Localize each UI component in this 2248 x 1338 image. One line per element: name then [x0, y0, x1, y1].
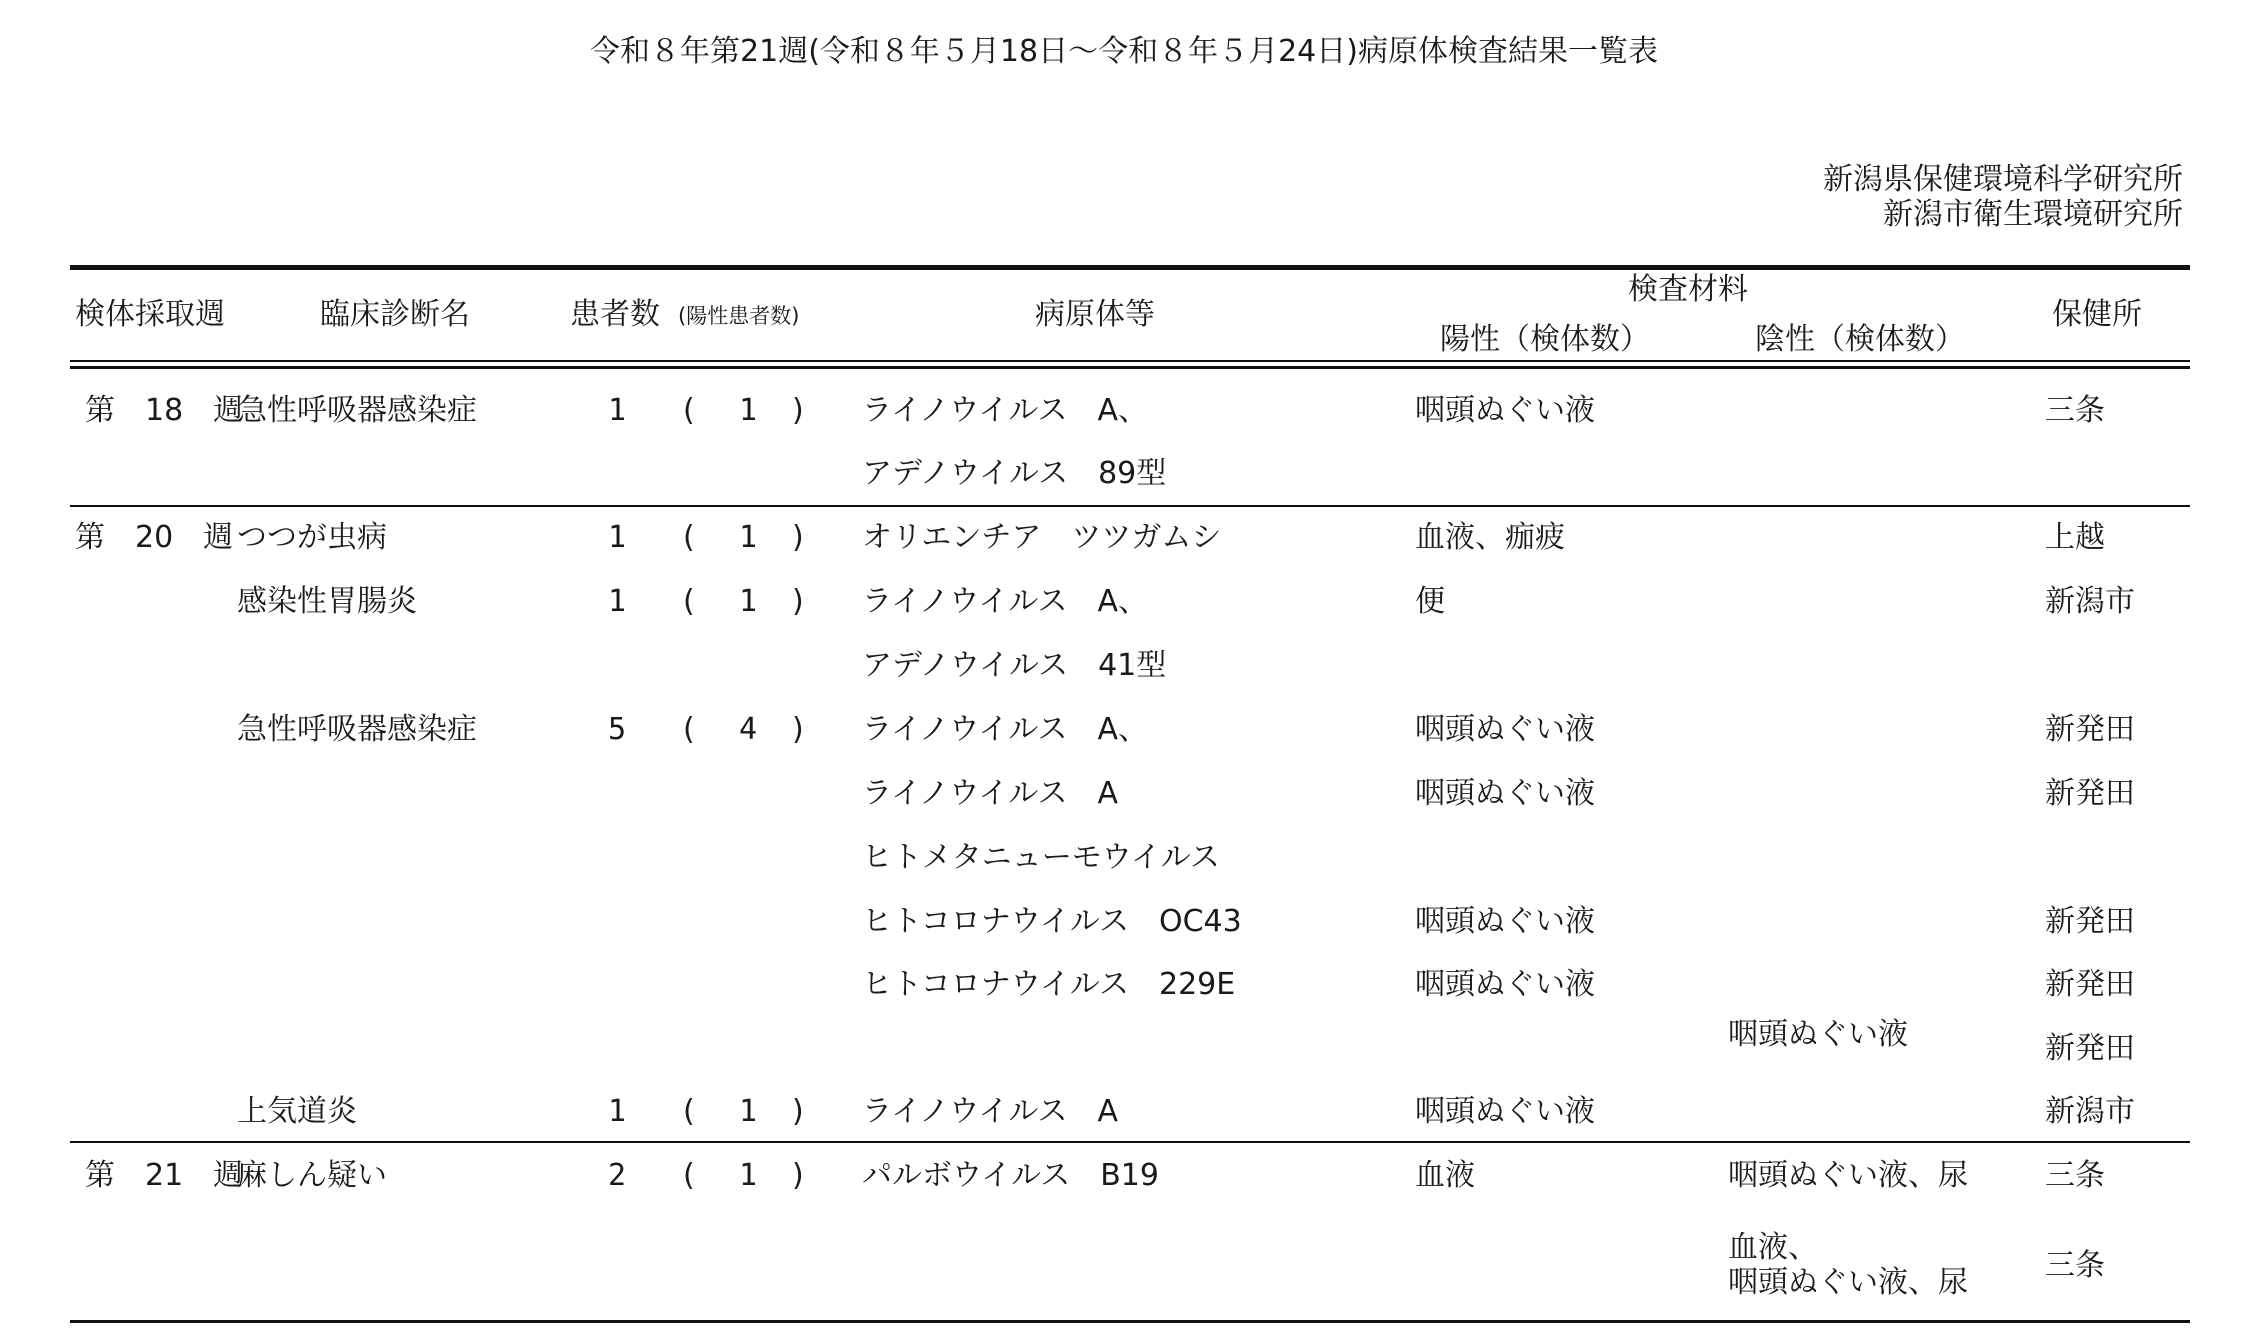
row-paren-close: ) [792, 393, 804, 428]
header-week: 検体採取週 [75, 297, 225, 332]
row-positive-material: 咽頭ぬぐい液 [1415, 712, 1595, 747]
header-center: 保健所 [2052, 297, 2142, 332]
row-paren-open: ( [683, 1158, 695, 1193]
row-week: 第 18 週 [85, 393, 244, 428]
row-positive-patients: 1 [739, 1094, 758, 1129]
row-paren-close: ) [792, 1158, 804, 1193]
row-center: 新潟市 [2045, 1094, 2135, 1129]
row-pathogen: ライノウイルス A、 [862, 712, 1149, 747]
row-pathogen: オリエンチア ツツガムシ [862, 520, 1222, 555]
row-positive-material: 便 [1415, 584, 1445, 619]
row-negative-material-line-1: 血液、 [1728, 1230, 1818, 1265]
row-pathogen: ライノウイルス A、 [862, 584, 1149, 619]
row-center: 三条 [2045, 1158, 2105, 1193]
row-center: 上越 [2045, 520, 2105, 555]
row-center: 新発田 [2045, 776, 2135, 811]
row-paren-close: ) [792, 712, 804, 747]
row-pathogen: ライノウイルス A、 [862, 393, 1149, 428]
row-patients: 1 [608, 393, 627, 428]
row-positive-material: 咽頭ぬぐい液 [1415, 967, 1595, 1002]
row-negative-material: 咽頭ぬぐい液 [1728, 1017, 1908, 1052]
row-center: 新発田 [2045, 1031, 2135, 1066]
org-line-2: 新潟市衛生環境研究所 [1883, 197, 2183, 232]
header-patients: 患者数 [570, 297, 660, 332]
row-positive-patients: 1 [739, 584, 758, 619]
week-separator [70, 505, 2190, 507]
row-pathogen: ライノウイルス A [862, 776, 1119, 811]
page-title: 令和８年第21週(令和８年５月18日～令和８年５月24日)病原体検査結果一覧表 [590, 34, 1658, 69]
row-center: 新潟市 [2045, 584, 2135, 619]
row-center: 三条 [2045, 1248, 2105, 1283]
table-bottom-rule [70, 1320, 2190, 1323]
row-positive-material: 血液 [1415, 1158, 1475, 1193]
header-bottom-rule-1 [70, 360, 2190, 362]
row-pathogen: パルボウイルス B19 [862, 1158, 1159, 1193]
row-paren-close: ) [792, 1094, 804, 1129]
header-material: 検査材料 [1628, 272, 1748, 307]
row-positive-patients: 4 [739, 712, 758, 747]
row-diagnosis: 感染性胃腸炎 [237, 584, 417, 619]
row-positive-material: 咽頭ぬぐい液 [1415, 393, 1595, 428]
row-paren-close: ) [792, 584, 804, 619]
header-negative: 陰性（検体数） [1755, 322, 1965, 357]
row-paren-open: ( [683, 584, 695, 619]
row-paren-open: ( [683, 1094, 695, 1129]
row-paren-open: ( [683, 393, 695, 428]
header-top-rule [70, 265, 2190, 270]
row-positive-patients: 1 [739, 1158, 758, 1193]
row-pathogen: アデノウイルス 41型 [862, 648, 1167, 683]
row-pathogen: ライノウイルス A [862, 1094, 1119, 1129]
row-paren-close: ) [792, 520, 804, 555]
row-negative-material: 咽頭ぬぐい液、尿 [1728, 1158, 1968, 1193]
header-diagnosis: 臨床診断名 [320, 297, 470, 332]
header-positive: 陽性（検体数） [1440, 322, 1650, 357]
row-center: 新発田 [2045, 712, 2135, 747]
week-separator [70, 1141, 2190, 1143]
row-positive-material: 咽頭ぬぐい液 [1415, 776, 1595, 811]
row-patients: 1 [608, 520, 627, 555]
row-diagnosis: 麻しん疑い [237, 1158, 387, 1193]
row-patients: 2 [608, 1158, 627, 1193]
header-bottom-rule-2 [70, 366, 2190, 369]
row-diagnosis: 上気道炎 [237, 1094, 357, 1129]
row-patients: 1 [608, 584, 627, 619]
row-pathogen: ヒトメタニューモウイルス [862, 840, 1220, 875]
row-paren-open: ( [683, 712, 695, 747]
row-center: 三条 [2045, 393, 2105, 428]
row-positive-material: 咽頭ぬぐい液 [1415, 1094, 1595, 1129]
row-center: 新発田 [2045, 967, 2135, 1002]
row-diagnosis: つつが虫病 [237, 520, 387, 555]
row-pathogen: ヒトコロナウイルス 229E [862, 967, 1236, 1002]
row-positive-material: 咽頭ぬぐい液 [1415, 904, 1595, 939]
row-pathogen: アデノウイルス 89型 [862, 456, 1167, 491]
row-center: 新発田 [2045, 904, 2135, 939]
row-positive-patients: 1 [739, 393, 758, 428]
row-patients: 5 [608, 712, 627, 747]
header-patients-note: (陽性患者数) [678, 304, 800, 328]
org-line-1: 新潟県保健環境科学研究所 [1823, 162, 2183, 197]
row-pathogen: ヒトコロナウイルス OC43 [862, 904, 1242, 939]
header-pathogen: 病原体等 [1035, 297, 1155, 332]
row-negative-material-line-2: 咽頭ぬぐい液、尿 [1728, 1265, 1968, 1300]
row-diagnosis: 急性呼吸器感染症 [237, 712, 477, 747]
row-positive-patients: 1 [739, 520, 758, 555]
row-week: 第 21 週 [85, 1158, 244, 1193]
row-patients: 1 [608, 1094, 627, 1129]
row-paren-open: ( [683, 520, 695, 555]
row-positive-material: 血液、痂疲 [1415, 520, 1565, 555]
row-diagnosis: 急性呼吸器感染症 [237, 393, 477, 428]
row-week: 第 20 週 [75, 520, 234, 555]
